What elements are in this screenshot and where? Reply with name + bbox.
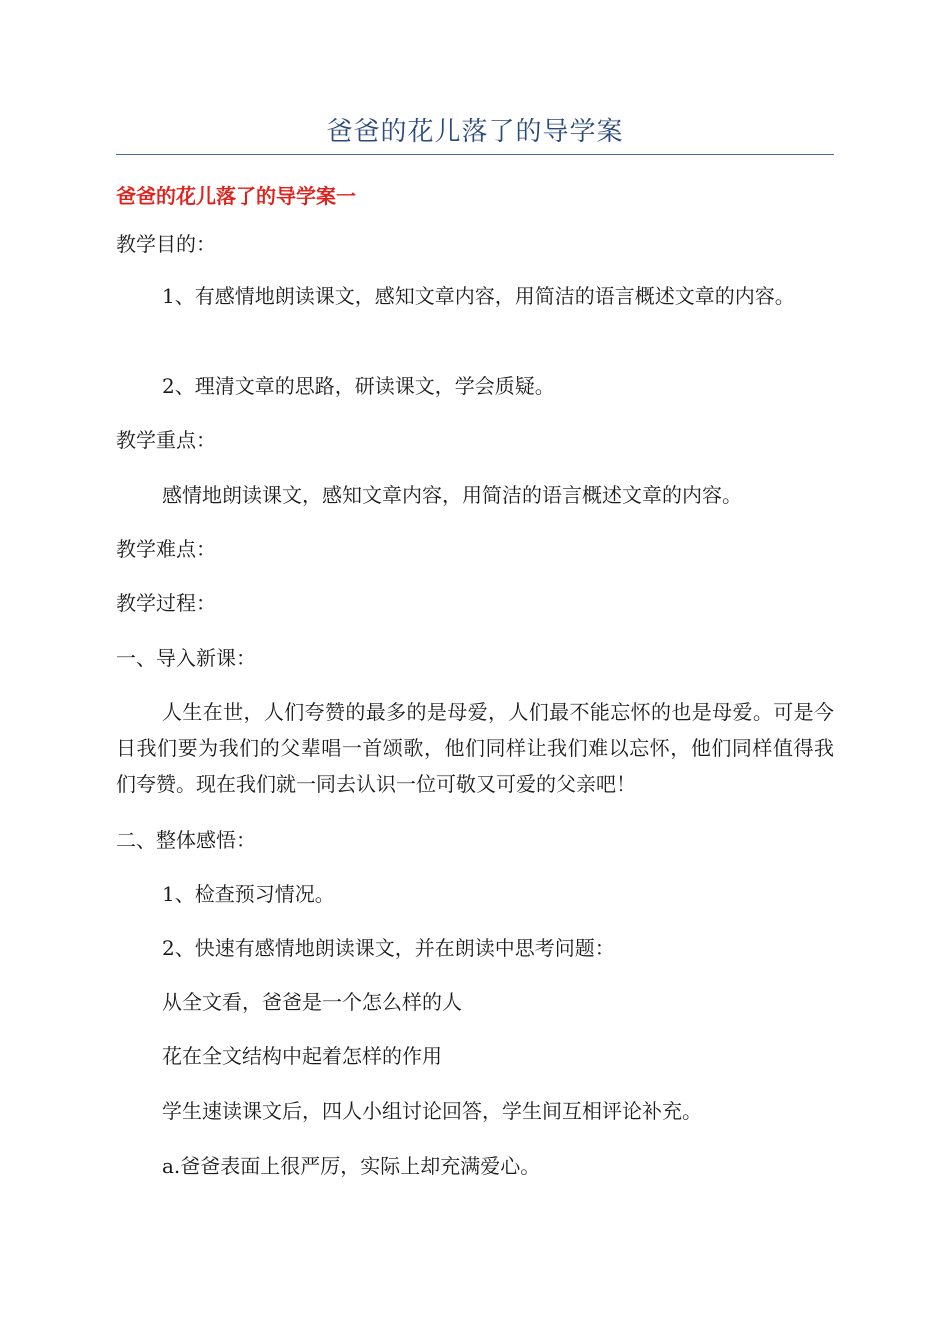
title-divider <box>116 154 834 155</box>
label-process: 教学过程： <box>116 591 216 615</box>
goal-item-1: 1、有感情地朗读课文，感知文章内容，用简洁的语言概述文章的内容。 <box>162 284 795 308</box>
section-heading: 爸爸的花儿落了的导学案一 <box>116 184 356 208</box>
label-difficulties: 教学难点： <box>116 537 216 561</box>
question-1: 从全文看，爸爸是一个怎么样的人 <box>162 990 462 1014</box>
label-key-points: 教学重点： <box>116 428 216 452</box>
discussion-note: 学生速读课文后，四人小组讨论回答，学生间互相评论补充。 <box>162 1099 702 1123</box>
step-1-heading: 一、导入新课： <box>116 646 256 670</box>
intro-paragraph: 人生在世，人们夸赞的最多的是母爱，人们最不能忘怀的也是母爱。可是今日我们要为我们的父辈唱一首颂歌，他们同样让我们难以忘怀，他们同样值得我们夸赞。现在我们就一同去认识一位可敬又可爱的父亲吧！ <box>116 700 834 796</box>
step-2-item-2: 2、快速有感情地朗读课文，并在朗读中思考问题： <box>162 936 615 960</box>
document-title: 爸爸的花儿落了的导学案 <box>326 117 624 147</box>
step-2-heading: 二、整体感悟： <box>116 828 256 852</box>
step-2-item-1: 1、检查预习情况。 <box>162 882 335 906</box>
goal-item-2: 2、理清文章的思路，研读课文，学会质疑。 <box>162 374 555 398</box>
key-points-text: 感情地朗读课文，感知文章内容，用简洁的语言概述文章的内容。 <box>162 483 742 507</box>
label-teaching-goals: 教学目的： <box>116 232 216 256</box>
question-2: 花在全文结构中起着怎样的作用 <box>162 1044 442 1068</box>
answer-a: a.爸爸表面上很严厉，实际上却充满爱心。 <box>162 1154 541 1178</box>
